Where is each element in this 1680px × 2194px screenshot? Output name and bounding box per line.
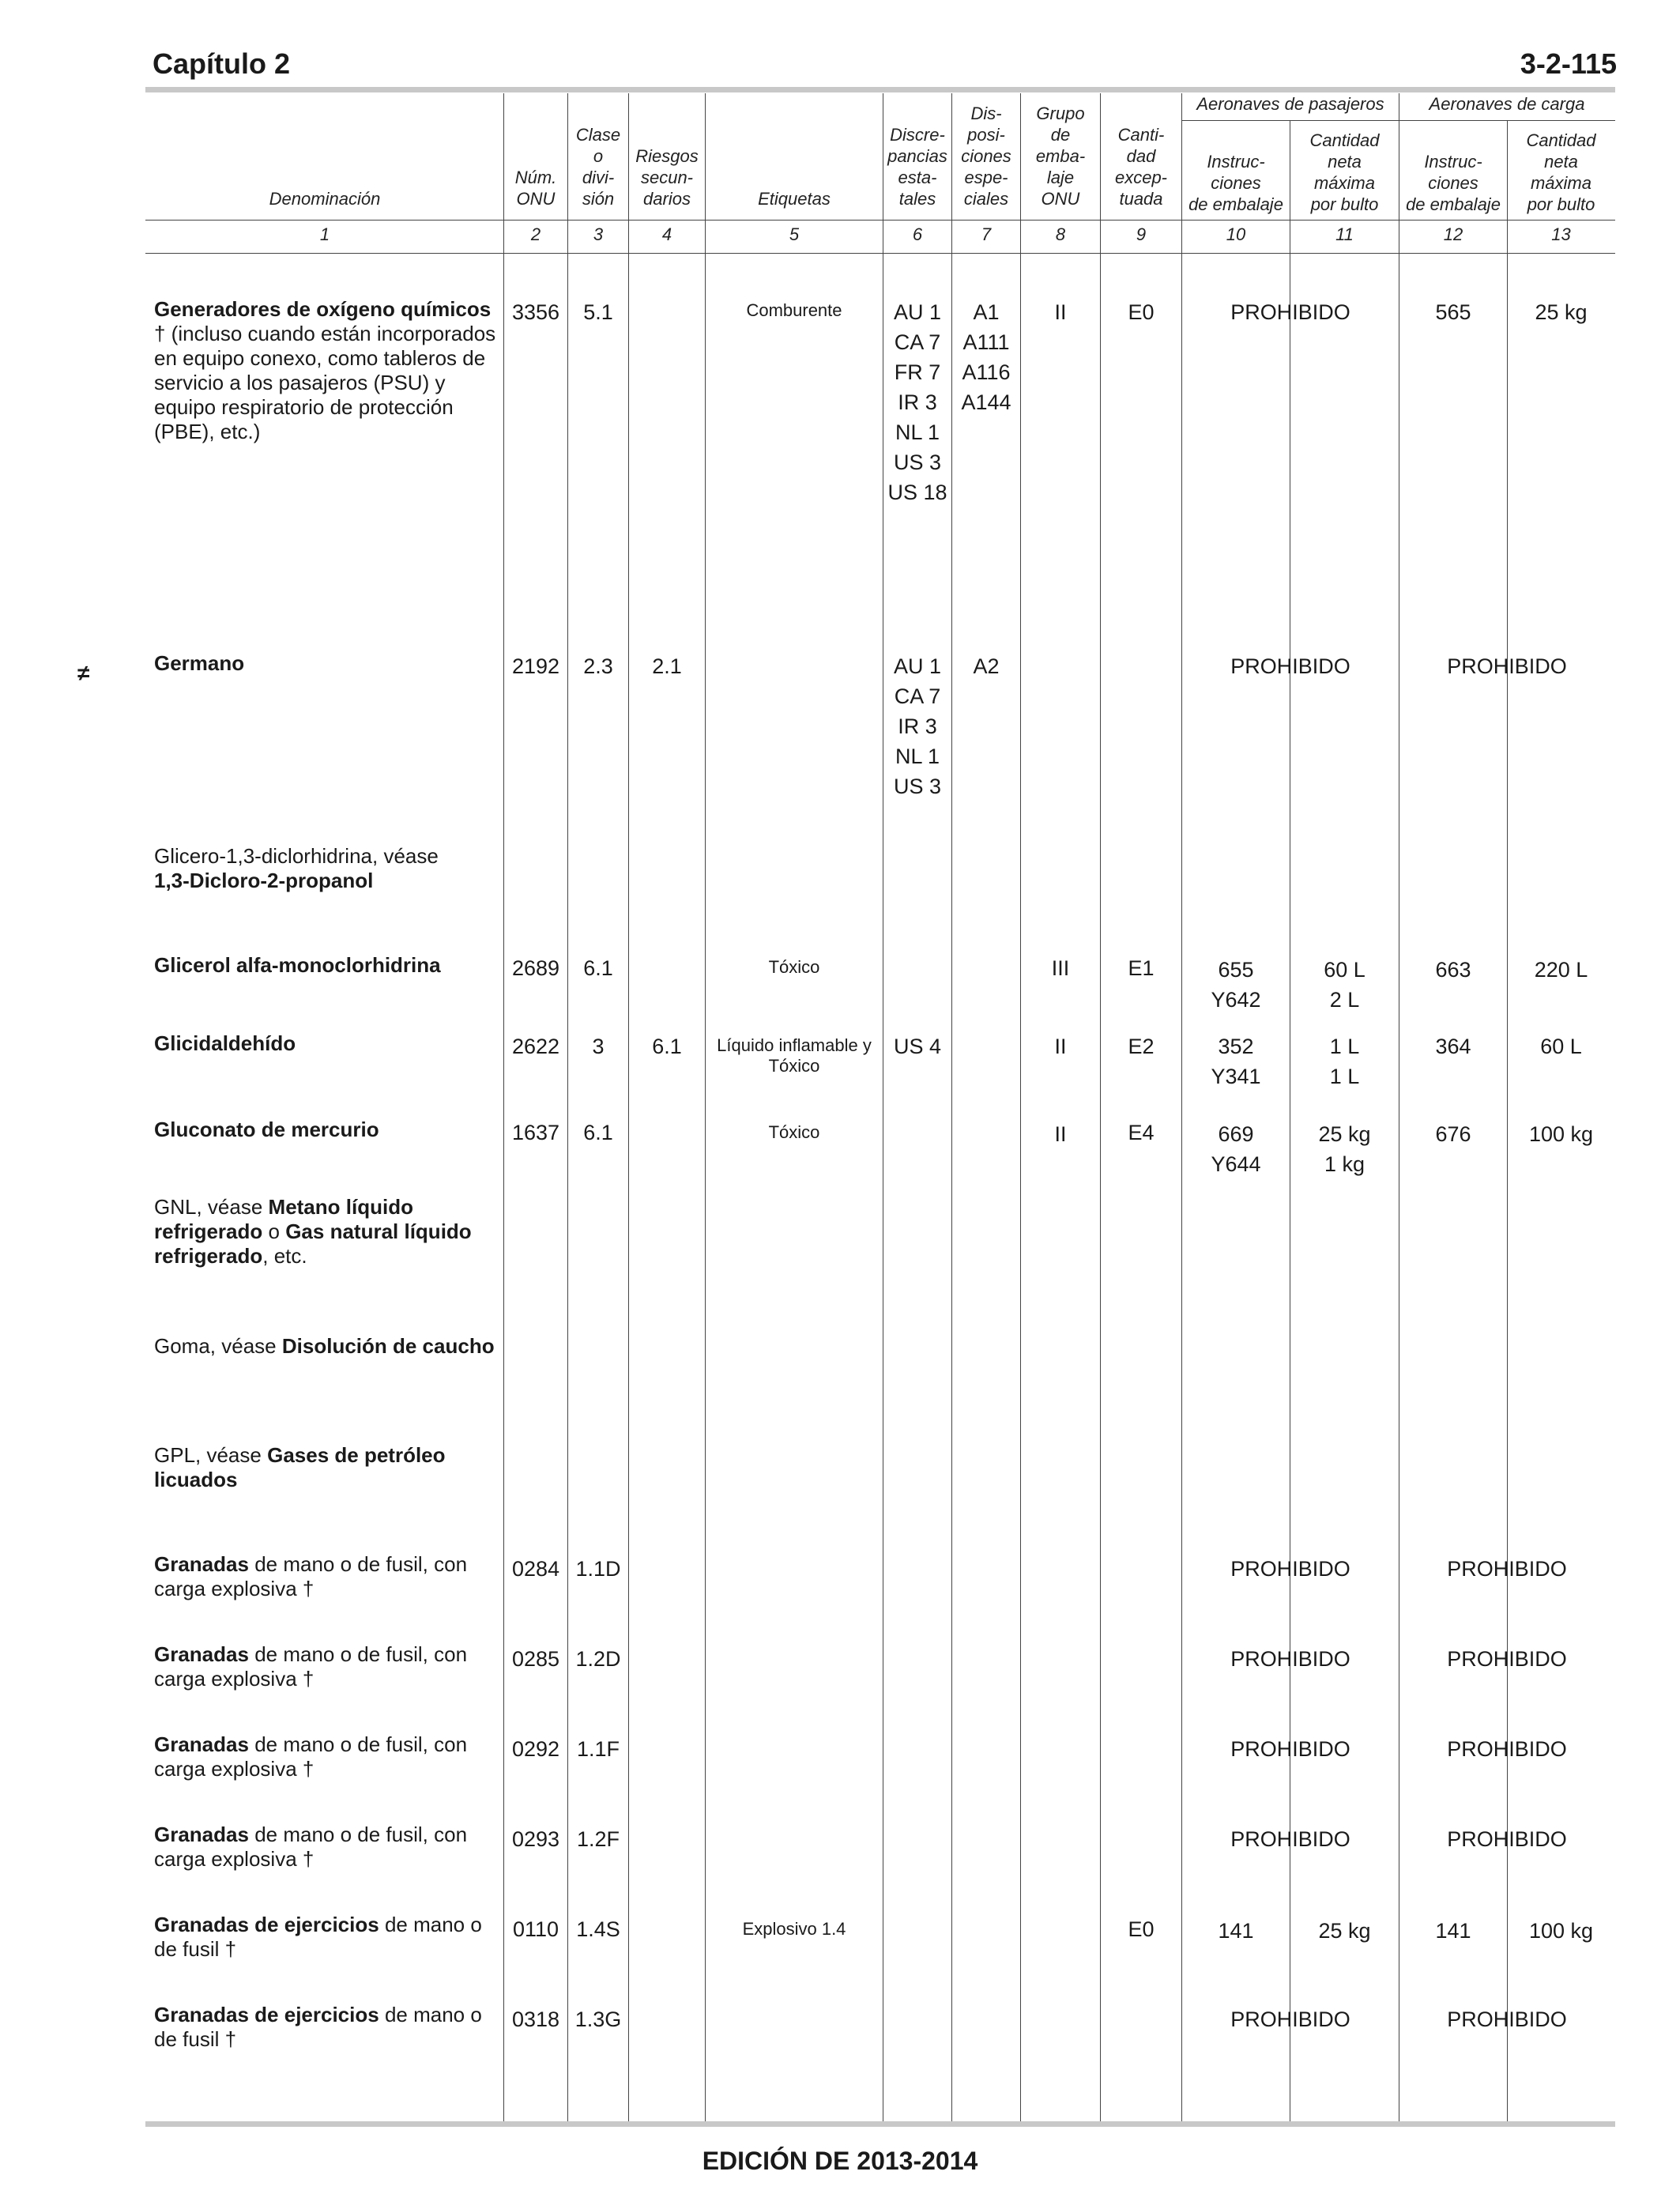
header-bottom-rule xyxy=(145,220,1615,221)
row-14-pax-quantity: 25 kg xyxy=(1318,1919,1371,1943)
row-11-pax-prohibited: PROHIBIDO xyxy=(1230,1647,1350,1671)
row-13-class: 1.2F xyxy=(576,1827,620,1851)
row-11-class: 1.2D xyxy=(575,1647,621,1671)
row-14-pax-instructions: 141 xyxy=(1218,1919,1254,1943)
row-4-packing-group: III xyxy=(1051,956,1070,980)
col-header-cargo-quantity: Cantidad neta máxima por bulto xyxy=(1526,130,1596,214)
row-10-pax-prohibited: PROHIBIDO xyxy=(1230,1557,1350,1581)
row-5-excepted: E2 xyxy=(1128,1035,1155,1058)
header-rule xyxy=(145,87,1615,92)
row-6-class: 6.1 xyxy=(583,1121,613,1144)
edition-footer: EDICIÓN DE 2013-2014 xyxy=(702,2147,978,2175)
row-6-label: Tóxico xyxy=(768,1122,820,1142)
row-13-un: 0293 xyxy=(511,1827,560,1851)
row-14-label: Explosivo 1.4 xyxy=(742,1919,846,1939)
row-2-subrisk: 2.1 xyxy=(652,654,682,678)
col-number: 8 xyxy=(1055,224,1066,244)
page-number: 3-2-115 xyxy=(1520,47,1617,80)
column-divider xyxy=(1020,93,1021,2121)
column-divider xyxy=(1181,93,1182,2121)
col-header-pax-instructions: Instruc- ciones de embalaje xyxy=(1188,152,1283,214)
row-10-class: 1.1D xyxy=(575,1557,621,1581)
row-2-un: 2192 xyxy=(511,654,560,678)
row-4-pax-instructions: 655 Y642 xyxy=(1211,958,1261,1012)
row-14-cargo-quantity: 100 kg xyxy=(1528,1919,1594,1943)
row-15-name: Granadas de ejercicios de mano o de fusil † xyxy=(154,2003,482,2051)
column-divider xyxy=(503,93,504,2121)
row-4-label: Tóxico xyxy=(768,957,820,977)
col-number: 9 xyxy=(1136,224,1147,244)
row-10-un: 0284 xyxy=(511,1557,560,1581)
row-2-discrepancies: AU 1 CA 7 IR 3 NL 1 US 3 xyxy=(893,654,942,798)
row-6-pax-quantity: 25 kg 1 kg xyxy=(1318,1122,1371,1176)
row-5-pax-instructions: 352 Y341 xyxy=(1211,1035,1261,1088)
chapter-title: Capítulo 2 xyxy=(153,47,291,80)
col-number: 3 xyxy=(593,224,604,244)
row-4-un: 2689 xyxy=(511,956,560,980)
row-14-un: 0110 xyxy=(512,1917,559,1941)
col-header-class: Clase o divi- sión xyxy=(575,125,621,209)
row-5-packing-group: II xyxy=(1054,1035,1067,1058)
row-1-name: Generadores de oxígeno químicos † (incluso cuando están incorporados en equipo conexo, como tableros de servicio a los pasajeros (PSU) y equipo respiratorio de protección (PBE), etc.) xyxy=(154,297,496,443)
row-8-name: Goma, véase Disolución de caucho xyxy=(154,1334,495,1358)
row-3-name: Glicero-1,3-diclorhidrina, véase 1,3-Dicloro-2-propanol xyxy=(154,844,439,892)
row-6-cargo-quantity: 100 kg xyxy=(1528,1122,1594,1146)
row-2-class: 2.3 xyxy=(583,654,613,678)
row-4-class: 6.1 xyxy=(583,956,613,980)
row-5-subrisk: 6.1 xyxy=(652,1035,682,1058)
row-14-name: Granadas de ejercicios de mano o de fusil † xyxy=(154,1913,482,1961)
group-header-cargo: Aeronaves de carga xyxy=(1429,94,1585,114)
row-1-class: 5.1 xyxy=(583,300,613,324)
column-divider xyxy=(628,93,629,2121)
row-4-pax-quantity: 60 L 2 L xyxy=(1324,958,1365,1012)
row-1-un: 3356 xyxy=(511,300,560,324)
row-1-pax-prohibited: PROHIBIDO xyxy=(1230,300,1350,324)
row-14-excepted: E0 xyxy=(1128,1917,1155,1941)
col-number: 2 xyxy=(530,224,541,244)
col-number: 5 xyxy=(789,224,800,244)
row-1-special: A1 A111 A116 A144 xyxy=(961,300,1011,414)
col-header-packing-group: Grupo de emba- laje ONU xyxy=(1035,104,1086,209)
row-10-cargo-prohibited: PROHIBIDO xyxy=(1447,1557,1567,1581)
row-5-cargo-quantity: 60 L xyxy=(1540,1035,1582,1058)
footer-rule xyxy=(145,2121,1615,2127)
row-5-label: Líquido inflamable y Tóxico xyxy=(717,1035,872,1076)
col-number: 1 xyxy=(319,224,330,244)
col-header-labels: Etiquetas xyxy=(758,189,831,209)
row-10-name: Granadas de mano o de fusil, con carga explosiva † xyxy=(154,1552,468,1600)
row-15-cargo-prohibited: PROHIBIDO xyxy=(1447,2007,1567,2031)
row-4-cargo-instructions: 663 xyxy=(1435,958,1471,982)
col-header-un: Núm. ONU xyxy=(514,168,557,209)
row-1-cargo-quantity: 25 kg xyxy=(1535,300,1588,324)
row-2-cargo-prohibited: PROHIBIDO xyxy=(1447,654,1567,678)
row-6-name: Gluconato de mercurio xyxy=(154,1118,379,1141)
row-6-cargo-instructions: 676 xyxy=(1435,1122,1471,1146)
col-header-subrisk: Riesgos secun- darios xyxy=(635,146,699,209)
row-6-excepted: E4 xyxy=(1128,1121,1155,1144)
row-6-un: 1637 xyxy=(511,1121,560,1144)
row-1-packing-group: II xyxy=(1054,300,1067,324)
col-number: 13 xyxy=(1551,224,1571,244)
col-number: 6 xyxy=(912,224,923,244)
row-6-pax-instructions: 669 Y644 xyxy=(1211,1122,1261,1176)
row-1-discrepancies: AU 1 CA 7 FR 7 IR 3 NL 1 US 3 US 18 xyxy=(887,300,947,504)
row-5-cargo-instructions: 364 xyxy=(1435,1035,1471,1058)
row-11-name: Granadas de mano o de fusil, con carga explosiva † xyxy=(154,1642,468,1691)
col-number: 4 xyxy=(661,224,672,244)
row-13-cargo-prohibited: PROHIBIDO xyxy=(1447,1827,1567,1851)
column-divider xyxy=(705,93,706,2121)
row-12-name: Granadas de mano o de fusil, con carga explosiva † xyxy=(154,1732,468,1781)
row-2-name: Germano xyxy=(154,651,245,675)
group-header-passenger: Aeronaves de pasajeros xyxy=(1196,94,1384,114)
row-4-cargo-quantity: 220 L xyxy=(1534,958,1588,982)
col-header-special: Dis- posi- ciones espe- ciales xyxy=(961,104,1011,209)
row-5-un: 2622 xyxy=(511,1035,560,1058)
row-13-name: Granadas de mano o de fusil, con carga explosiva † xyxy=(154,1823,468,1871)
column-divider xyxy=(1100,93,1101,2121)
row-14-class: 1.4S xyxy=(576,1917,620,1941)
row-5-class: 3 xyxy=(592,1035,605,1058)
row-15-pax-prohibited: PROHIBIDO xyxy=(1230,2007,1350,2031)
row-11-cargo-prohibited: PROHIBIDO xyxy=(1447,1647,1567,1671)
row-12-class: 1.1F xyxy=(576,1737,620,1761)
row-12-pax-prohibited: PROHIBIDO xyxy=(1230,1737,1350,1761)
row-6-packing-group: II xyxy=(1054,1122,1067,1146)
row-15-class: 1.3G xyxy=(574,2007,622,2031)
row-12-un: 0292 xyxy=(511,1737,560,1761)
row-2-special: A2 xyxy=(973,654,1000,678)
row-5-discrepancies: US 4 xyxy=(893,1035,942,1058)
col-number: 10 xyxy=(1226,224,1246,244)
row-4-name: Glicerol alfa-monoclorhidrina xyxy=(154,953,441,977)
col-header-pax-quantity: Cantidad neta máxima por bulto xyxy=(1309,130,1380,214)
column-divider xyxy=(567,93,568,2121)
colnum-bottom-rule xyxy=(145,253,1615,254)
row-1-label: Comburente xyxy=(746,300,842,320)
change-mark: ≠ xyxy=(77,661,90,685)
col-header-excepted: Canti- dad excep- tuada xyxy=(1114,125,1168,209)
row-2-pax-prohibited: PROHIBIDO xyxy=(1230,654,1350,678)
row-4-excepted: E1 xyxy=(1128,956,1155,980)
col-number: 7 xyxy=(981,224,992,244)
col-header-cargo-instructions: Instruc- ciones de embalaje xyxy=(1406,152,1501,214)
row-14-cargo-instructions: 141 xyxy=(1435,1919,1471,1943)
col-number: 11 xyxy=(1335,224,1354,244)
row-11-un: 0285 xyxy=(511,1647,560,1671)
col-header-name: Denominación xyxy=(269,189,381,209)
row-5-pax-quantity: 1 L 1 L xyxy=(1329,1035,1360,1088)
row-1-excepted: E0 xyxy=(1128,300,1155,324)
row-9-name: GPL, véase Gases de petróleo licuados xyxy=(154,1443,446,1491)
col-header-discrepancies: Discre- pancias esta- tales xyxy=(887,125,947,209)
row-12-cargo-prohibited: PROHIBIDO xyxy=(1447,1737,1567,1761)
row-1-cargo-instructions: 565 xyxy=(1435,300,1471,324)
row-13-pax-prohibited: PROHIBIDO xyxy=(1230,1827,1350,1851)
row-5-name: Glicidaldehído xyxy=(154,1031,296,1055)
row-15-un: 0318 xyxy=(511,2007,560,2031)
row-7-name: GNL, véase Metano líquido refrigerado o Gas natural líquido refrigerado, etc. xyxy=(154,1195,472,1268)
col-number: 12 xyxy=(1443,224,1463,244)
